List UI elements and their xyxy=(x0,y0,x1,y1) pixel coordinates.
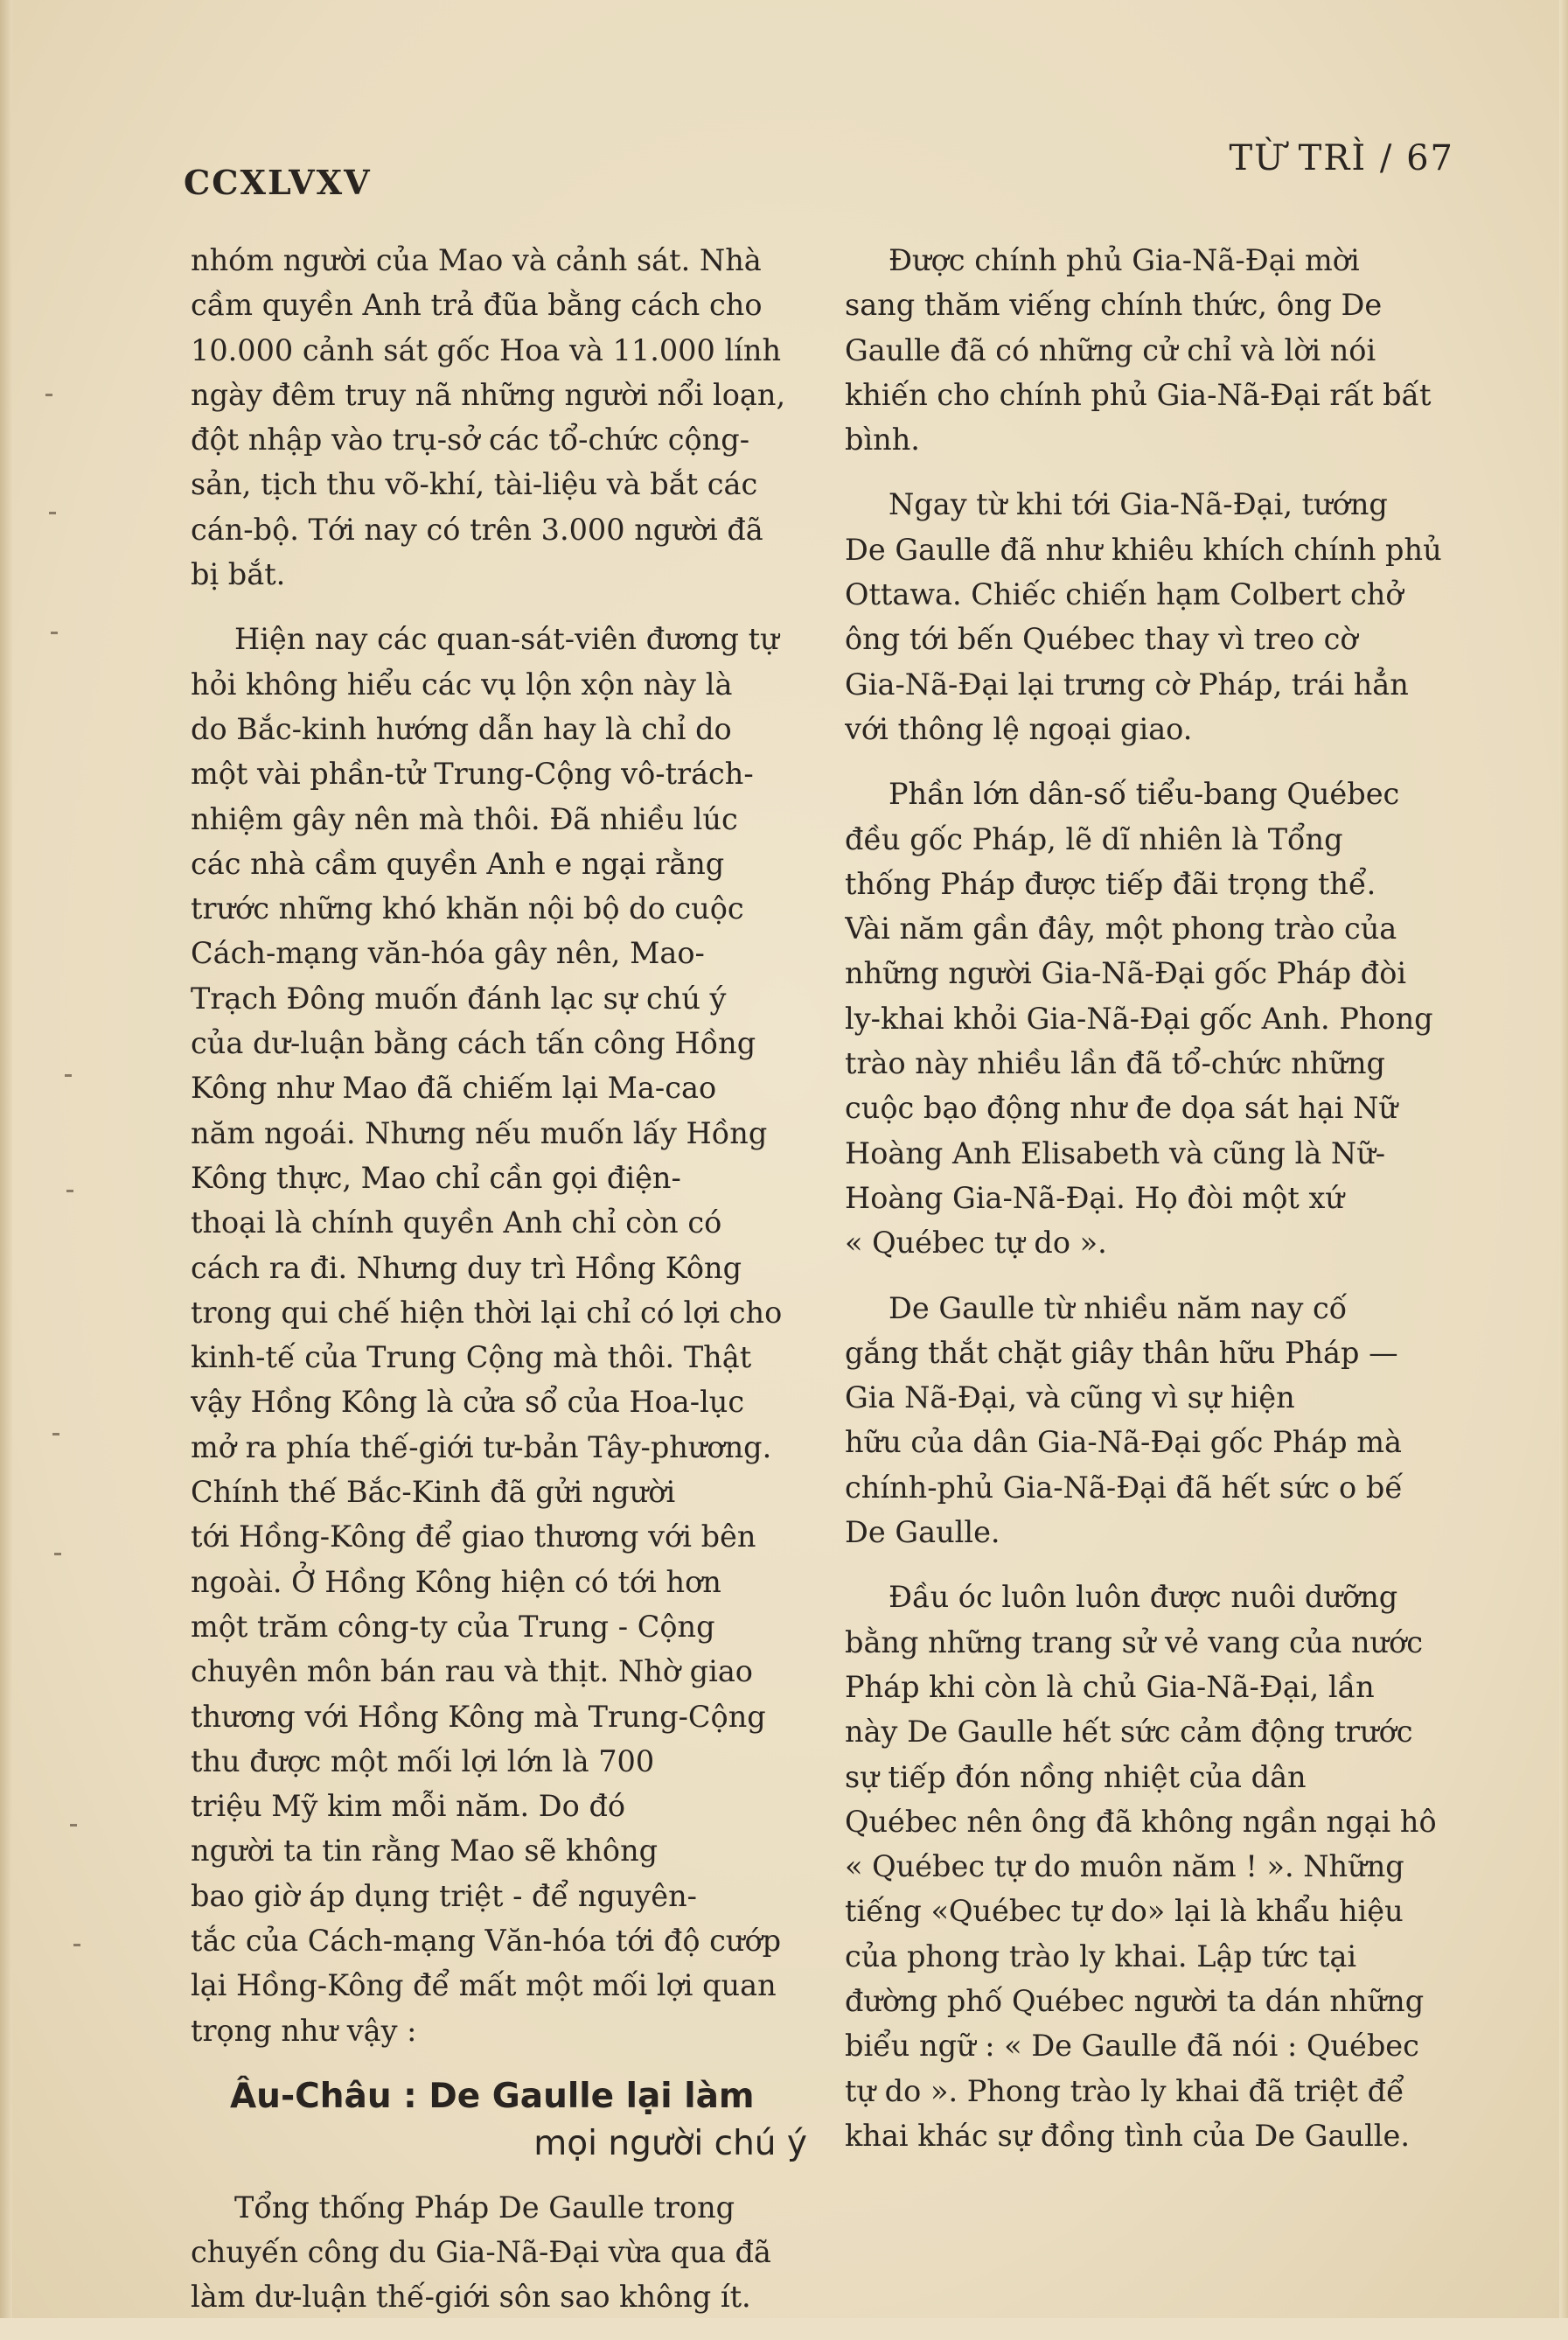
text-line: tới Hồng-Kông để giao thương với bên xyxy=(191,1519,756,1554)
section-heading-line: mọi người chú ý xyxy=(533,2123,807,2163)
text-line: « Québec tự do muôn năm ! ». Những xyxy=(845,1849,1404,1884)
print-mark xyxy=(52,1433,59,1435)
paragraph xyxy=(845,482,1467,751)
text-line: cuộc bạo động như đe dọa sát hại Nữ xyxy=(845,1091,1398,1126)
paragraph xyxy=(191,2185,807,2320)
text-line: tiếng «Québec tự do» lại là khẩu hiệu xyxy=(845,1894,1404,1929)
text-line: De Gaulle. xyxy=(845,1515,1000,1550)
text-line: khiến cho chính phủ Gia-Nã-Đại rất bất xyxy=(845,377,1432,412)
print-mark xyxy=(45,394,52,396)
text-line: Cách-mạng văn-hóa gây nên, Mao- xyxy=(191,936,705,971)
text-line: bằng những trang sử vẻ vang của nước xyxy=(845,1624,1424,1659)
text-line: của phong trào ly khai. Lập tức tại xyxy=(845,1938,1357,1973)
text-line: sự tiếp đón nồng nhiệt của dân xyxy=(845,1759,1307,1794)
text-line: chuyến công du Gia-Nã-Đại vừa qua đã xyxy=(191,2235,771,2270)
text-line: hữu của dân Gia-Nã-Đại gốc Pháp mà xyxy=(845,1425,1402,1460)
text-line: tự do ». Phong trào ly khai đã triệt để xyxy=(845,2073,1404,2108)
text-line: Gaulle đã có những cử chỉ và lời nói xyxy=(845,332,1376,367)
text-line: năm ngoái. Nhưng nếu muốn lấy Hồng xyxy=(191,1115,768,1150)
print-mark xyxy=(66,1190,73,1192)
text-line: vậy Hồng Kông là cửa sổ của Hoa-lục xyxy=(191,1385,745,1420)
print-mark xyxy=(65,1074,72,1077)
text-line: Kông như Mao đã chiếm lại Ma-cao xyxy=(191,1071,717,1106)
text-line: mở ra phía thế-giới tư-bản Tây-phương. xyxy=(191,1429,772,1464)
text-line: De Gaulle đã như khiêu khích chính phủ xyxy=(845,532,1442,567)
text-line: gắng thắt chặt giây thân hữu Pháp — xyxy=(845,1335,1398,1370)
text-line: thống Pháp được tiếp đãi trọng thể. xyxy=(845,866,1376,901)
text-line: ngoài. Ở Hồng Kông hiện có tới hơn xyxy=(191,1564,721,1599)
text-line: Được chính phủ Gia-Nã-Đại mời xyxy=(889,243,1360,277)
text-line: trào này nhiều lần đã tổ-chức những xyxy=(845,1046,1385,1081)
text-line: Kông thực, Mao chỉ cần gọi điện- xyxy=(191,1160,681,1195)
paragraph xyxy=(191,238,807,597)
text-line: Hiện nay các quan-sát-viên đương tự xyxy=(234,622,779,657)
text-line: Trạch Đông muốn đánh lạc sự chú ý xyxy=(191,981,727,1016)
text-line: này De Gaulle hết sức cảm động trước xyxy=(845,1715,1413,1750)
text-line: của dư-luận bằng cách tấn công Hồng xyxy=(191,1026,756,1061)
text-line: một vài phần-tử Trung-Cộng vô-trách- xyxy=(191,757,754,792)
text-line: « Québec tự do ». xyxy=(845,1226,1107,1261)
text-line: ông tới bến Québec thay vì treo cờ xyxy=(845,622,1358,657)
right-column xyxy=(845,238,1467,2178)
text-line: trọng như vậy : xyxy=(191,2013,417,2048)
text-line: Chính thế Bắc-Kinh đã gửi người xyxy=(191,1475,676,1510)
text-line: triệu Mỹ kim mỗi năm. Do đó xyxy=(191,1789,626,1824)
text-line: sang thăm viếng chính thức, ông De xyxy=(845,288,1383,323)
text-line: cầm quyền Anh trả đũa bằng cách cho xyxy=(191,288,763,323)
page-edge-right xyxy=(1559,0,1568,2318)
text-line: kinh-tế của Trung Cộng mà thôi. Thật xyxy=(191,1340,752,1375)
text-line: thu được một mối lợi lớn là 700 xyxy=(191,1743,655,1778)
paragraph xyxy=(845,238,1467,462)
print-mark xyxy=(54,1553,61,1555)
text-line: hỏi không hiểu các vụ lộn xộn này là xyxy=(191,667,733,702)
text-line: đều gốc Pháp, lẽ dĩ nhiên là Tổng xyxy=(845,821,1343,856)
print-mark xyxy=(49,512,56,514)
page-header-left: CCXLVXV xyxy=(184,163,372,202)
text-line: Vài năm gần đây, một phong trào của xyxy=(845,912,1397,946)
text-line: nhóm người của Mao và cảnh sát. Nhà xyxy=(191,243,762,277)
text-line: Đầu óc luôn luôn được nuôi dưỡng xyxy=(889,1580,1398,1615)
text-line: Gia Nã-Đại, và cũng vì sự hiện xyxy=(845,1380,1295,1415)
text-line: 10.000 cảnh sát gốc Hoa và 11.000 lính xyxy=(191,332,782,367)
text-line: Ngay từ khi tới Gia-Nã-Đại, tướng xyxy=(889,487,1388,522)
text-line: Ottawa. Chiếc chiến hạm Colbert chở xyxy=(845,577,1404,612)
left-column xyxy=(191,238,807,2340)
page-header-right: TỪ TRÌ / 67 xyxy=(1229,138,1454,178)
text-line: làm dư-luận thế-giới sôn sao không ít. xyxy=(191,2280,751,2315)
text-line: sản, tịch thu võ-khí, tài-liệu và bắt các xyxy=(191,467,758,502)
page-edge-left xyxy=(0,0,12,2318)
text-line: thương với Hồng Kông mà Trung-Cộng xyxy=(191,1699,766,1734)
text-line: người ta tin rằng Mao sẽ không xyxy=(191,1834,659,1869)
text-line: ngày đêm truy nã những người nổi loạn, xyxy=(191,377,786,412)
text-line: Phần lớn dân-số tiểu-bang Québec xyxy=(889,777,1400,812)
text-line: ly-khai khỏi Gia-Nã-Đại gốc Anh. Phong xyxy=(845,1001,1433,1036)
text-line: bao giờ áp dụng triệt - để nguyên- xyxy=(191,1878,698,1913)
text-line: Hoàng Gia-Nã-Đại. Họ đòi một xứ xyxy=(845,1180,1344,1215)
text-line: chính-phủ Gia-Nã-Đại đã hết sức o bế xyxy=(845,1470,1403,1505)
text-line: lại Hồng-Kông để mất một mối lợi quan xyxy=(191,1968,777,2003)
text-line: bình. xyxy=(845,423,920,458)
text-line: biểu ngữ : « De Gaulle đã nói : Québec xyxy=(845,2029,1419,2064)
text-line: các nhà cầm quyền Anh e ngại rằng xyxy=(191,846,725,881)
print-mark xyxy=(73,1944,80,1946)
text-line: với thông lệ ngoại giao. xyxy=(845,711,1193,746)
text-line: Pháp khi còn là chủ Gia-Nã-Đại, lần xyxy=(845,1669,1375,1704)
paragraph xyxy=(845,1286,1467,1555)
print-mark xyxy=(51,632,58,634)
text-line: Hoàng Anh Elisabeth và cũng là Nữ- xyxy=(845,1135,1386,1170)
text-line: cán-bộ. Tới nay có trên 3.000 người đã xyxy=(191,512,763,547)
text-line: De Gaulle từ nhiều năm nay cố xyxy=(889,1290,1348,1325)
text-line: đột nhập vào trụ-sở các tổ-chức cộng- xyxy=(191,423,750,458)
text-line: thoại là chính quyền Anh chỉ còn có xyxy=(191,1205,722,1240)
text-line: trong qui chế hiện thời lại chỉ có lợi cho xyxy=(191,1295,783,1330)
print-mark xyxy=(70,1824,77,1827)
text-line: tắc của Cách-mạng Văn-hóa tới độ cướp xyxy=(191,1923,782,1958)
section-heading xyxy=(191,2073,807,2168)
text-line: đường phố Québec người ta dán những xyxy=(845,1983,1425,2018)
text-line: cách ra đi. Nhưng duy trì Hồng Kông xyxy=(191,1250,742,1285)
section-heading-line: Âu-Châu : De Gaulle lại làm xyxy=(230,2076,755,2116)
text-line: những người Gia-Nã-Đại gốc Pháp đòi xyxy=(845,956,1407,991)
paragraph xyxy=(191,617,807,2053)
text-line: khai khác sự đồng tình của De Gaulle. xyxy=(845,2118,1410,2153)
text-line: chuyên môn bán rau và thịt. Nhờ giao xyxy=(191,1654,753,1689)
text-line: do Bắc-kinh hướng dẫn hay là chỉ do xyxy=(191,711,732,746)
text-line: nhiệm gây nên mà thôi. Đã nhiều lúc xyxy=(191,801,738,836)
text-line: Tổng thống Pháp De Gaulle trong xyxy=(234,2190,735,2225)
text-line: một trăm công-ty của Trung - Cộng xyxy=(191,1609,715,1644)
paragraph xyxy=(845,1575,1467,2158)
text-line: Gia-Nã-Đại lại trưng cờ Pháp, trái hẳn xyxy=(845,667,1409,702)
text-line: bị bắt. xyxy=(191,557,286,592)
paragraph xyxy=(845,772,1467,1265)
text-line: Québec nên ông đã không ngần ngại hô xyxy=(845,1804,1437,1839)
text-line: trước những khó khăn nội bộ do cuộc xyxy=(191,891,744,926)
